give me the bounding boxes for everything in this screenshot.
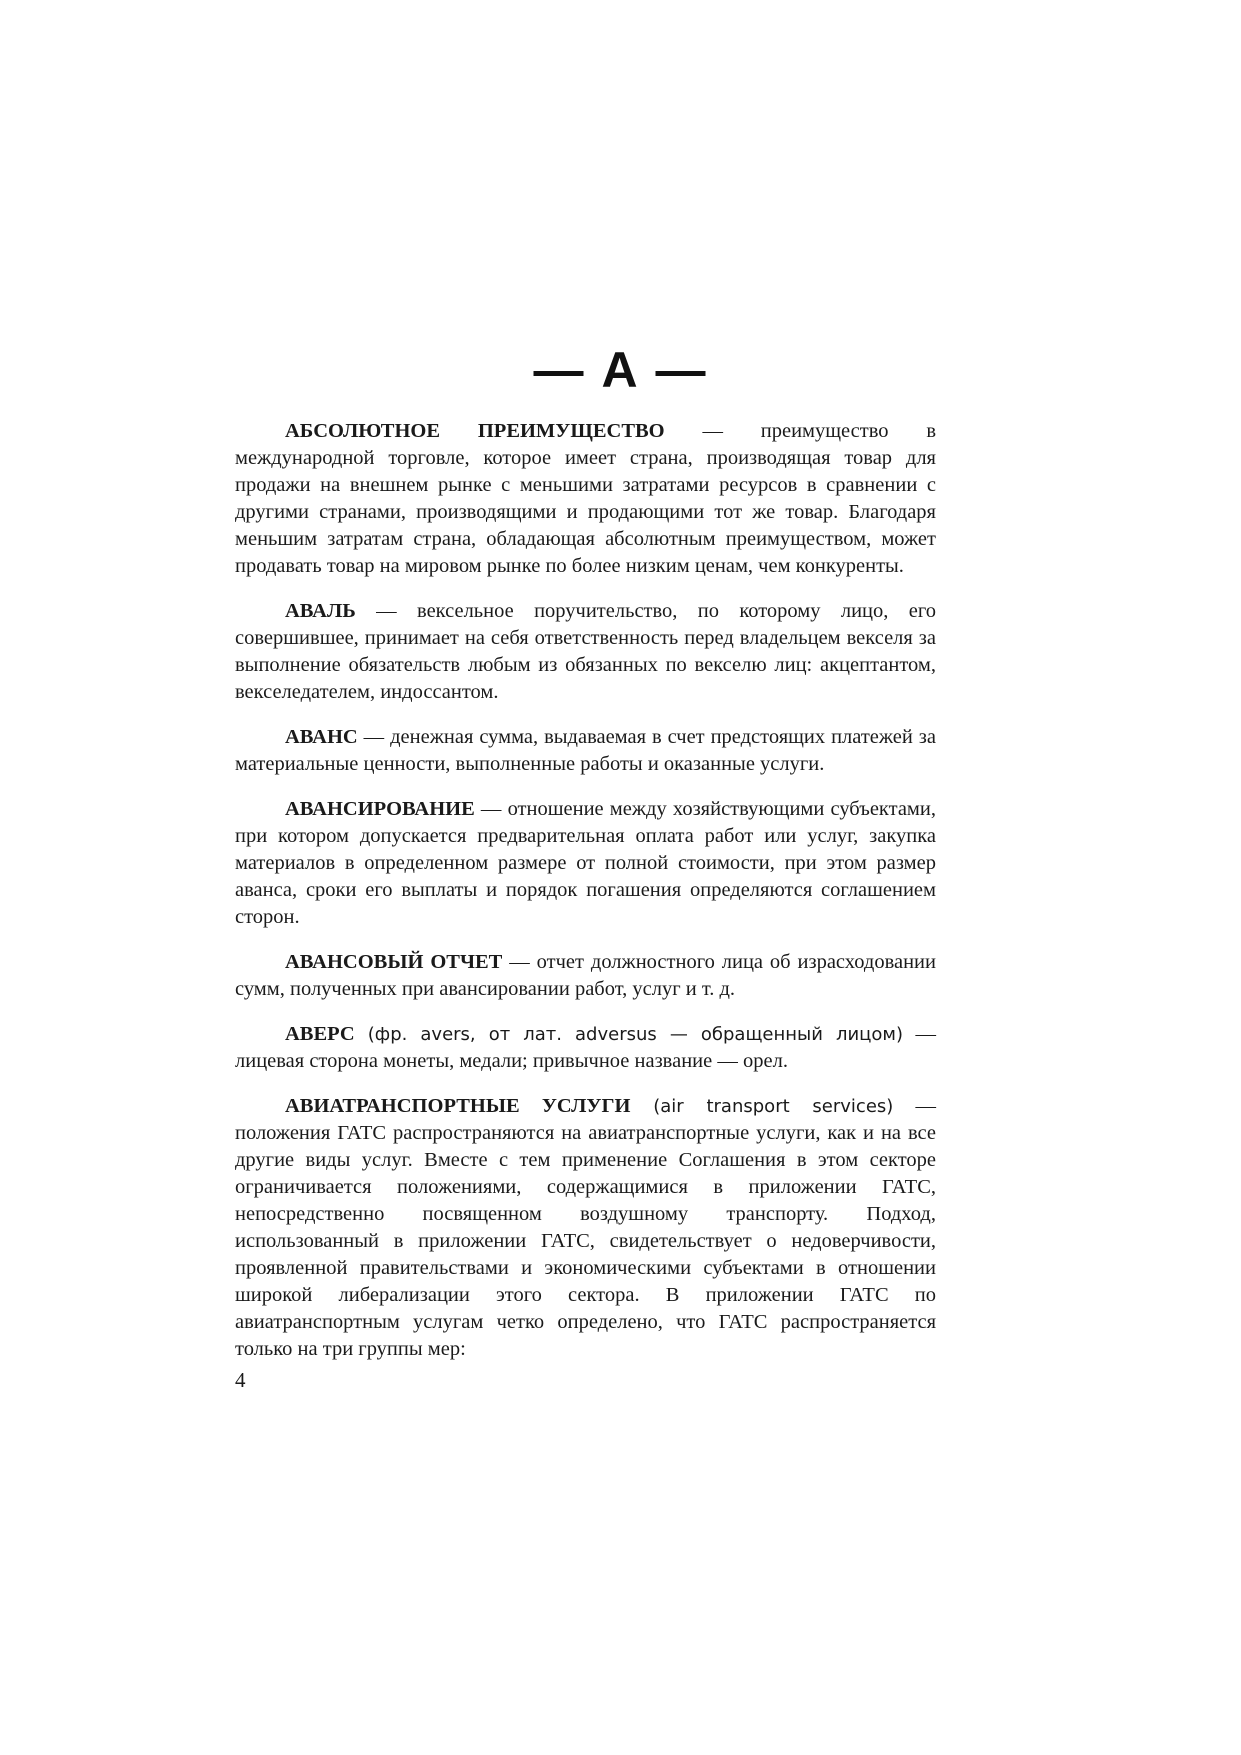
entry-air-transport-services	[235, 1093, 936, 1363]
entry-absolute-advantage	[235, 418, 936, 580]
entry-term: АВАНС	[285, 726, 358, 748]
entry-avansirovanie	[235, 796, 936, 931]
entry-definition: — отношение между хозяйствующими субъектами, при котором допускается предварительная оплата работ или услуг, закупка материалов в определенном размере от полной стоимости, при этом размер аванса, сроки его выплаты и порядок погашения определяются соглашением сторон.	[235, 798, 936, 928]
entry-definition: — отчет должностного лица об израсходовании сумм, полученных при авансировании работ, услуг и т. д.	[235, 951, 936, 1000]
entry-term: АВАНСОВЫЙ ОТЧЕТ	[285, 951, 503, 973]
dictionary-entries	[235, 418, 936, 1381]
entry-term: АБСОЛЮТНОЕ ПРЕИМУЩЕСТВО	[285, 420, 665, 442]
entry-definition: — положения ГАТС распространяются на авиатранспортные услуги, как и на все другие виды услуг. Вместе с тем применение Соглашения в этом секторе ограничивается положениями, содержащимися в приложении ГАТС, непосредственно посвященном воздушному транспорту. Подход, использованный в приложении ГАТС, свидетельствует о недоверчивости, проявленной правительствами и экономическими субъектами в отношении широкой либерализации этого сектора. В приложении ГАТС по авиатранспортным услугам четко определено, что ГАТС распространяется только на три группы мер:	[235, 1095, 936, 1360]
page-number: 4	[235, 1368, 246, 1392]
entry-definition: — преимущество в международной торговле, которое имеет страна, производящая товар для продажи на внешнем рынке с меньшими затратами ресурсов в сравнении с другими странами, производящими и продающими тот же товар. Благодаря меньшим затратам страна, обладающая абсолютным преимуществом, может продавать товар на мировом рынке по более низким ценам, чем конкуренты.	[235, 420, 937, 577]
entry-term: АВАНСИРОВАНИЕ	[285, 798, 475, 820]
entry-avans	[235, 724, 936, 778]
entry-avansovyi-otchet	[235, 949, 936, 1003]
entry-definition: — денежная сумма, выдаваемая в счет предстоящих платежей за материальные ценности, выполненные работы и оказанные услуги.	[235, 726, 936, 775]
entry-definition: — лицевая сторона монеты, медали; привычное название — орел.	[235, 1023, 936, 1072]
entry-term: АВИАТРАНСПОРТНЫЕ УСЛУГИ	[285, 1095, 631, 1117]
section-letter-heading: — А —	[533, 342, 708, 398]
entry-avers	[235, 1021, 936, 1075]
entry-definition: — вексельное поручительство, по которому лицо, его совершившее, принимает на себя ответственность перед владельцем векселя за выполнение обязательств любым из обязанных по векселю лиц: акцептантом, векселедателем, индоссантом.	[235, 600, 936, 703]
entry-term: АВЕРС	[285, 1023, 355, 1045]
entry-term: АВАЛЬ	[285, 600, 356, 622]
entry-etymology-note: (фр. avers, от лат. adversus — обращенный лицом)	[354, 1024, 904, 1045]
entry-english-note: (air transport services)	[630, 1096, 894, 1117]
entry-aval	[235, 598, 936, 706]
